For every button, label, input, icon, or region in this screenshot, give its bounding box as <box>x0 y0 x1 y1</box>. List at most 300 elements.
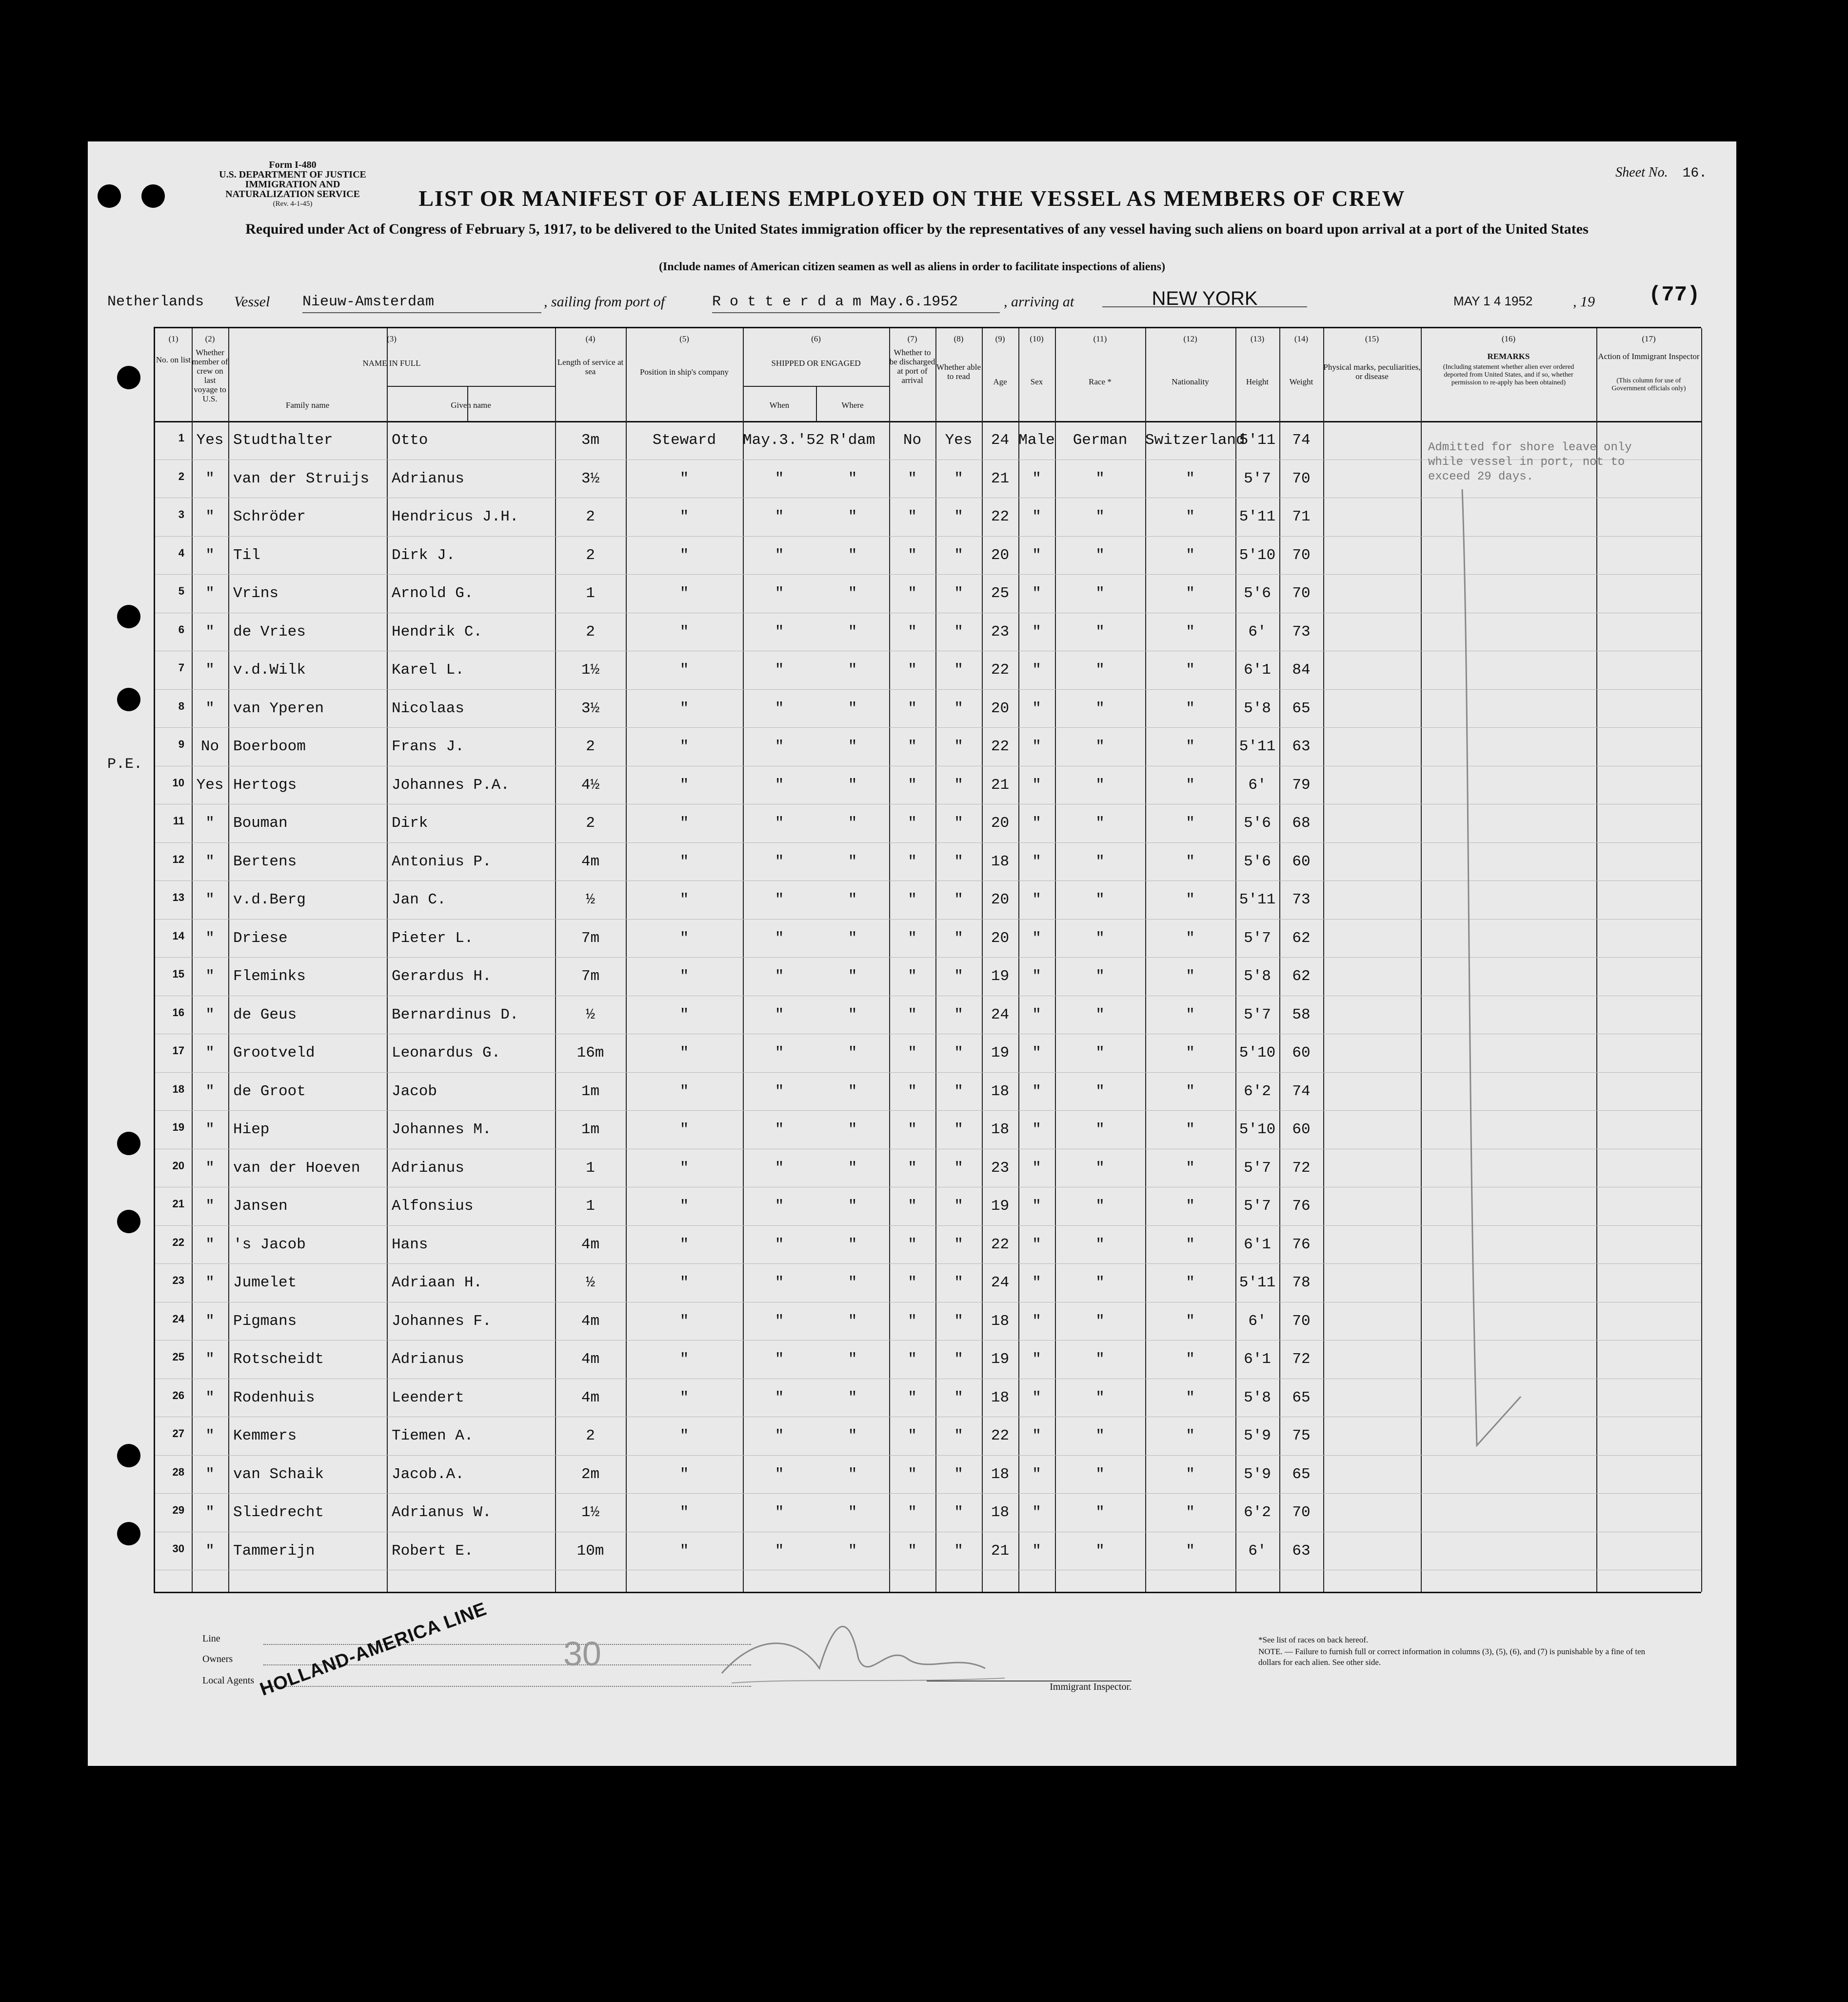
cell-discharge: " <box>908 1312 917 1330</box>
cell-age: 22 <box>991 661 1010 679</box>
departure-port: R o t t e r d a m May.6.1952 <box>712 294 1000 313</box>
race-note: *See list of races on back hereof. <box>1258 1635 1369 1644</box>
cell-sex: " <box>1032 1198 1041 1215</box>
cell-read: " <box>954 470 963 487</box>
form-number: Form I-480 <box>269 160 317 170</box>
cell-family: Studthalter <box>233 432 333 449</box>
cell-family: Rodenhuis <box>233 1389 315 1406</box>
cell-height: 6'1 <box>1244 1351 1271 1368</box>
vessel-label: Vessel <box>234 294 270 310</box>
cell-family: van der Struijs <box>233 470 370 487</box>
hdr-prev-voyage: Whether member of crew on last voyage to U.S. <box>192 348 228 403</box>
cell-prev: " <box>205 853 215 870</box>
hdr-sex: Sex <box>1030 377 1043 386</box>
cell-read: " <box>954 1312 963 1330</box>
cell-no: 8 <box>178 700 184 712</box>
cell-family: de Geus <box>233 1006 297 1023</box>
cell-nationality: " <box>1186 1351 1195 1368</box>
cell-weight: 75 <box>1292 1427 1311 1444</box>
cell-sex: " <box>1032 1236 1041 1253</box>
cell-nationality: " <box>1186 968 1195 985</box>
cell-no: 20 <box>172 1159 184 1172</box>
cell-when: " <box>775 1006 784 1023</box>
cell-given: Otto <box>392 432 428 449</box>
cell-given: Antonius P. <box>392 853 492 870</box>
cell-sex: " <box>1032 623 1041 641</box>
cell-race: " <box>1095 1389 1105 1406</box>
cell-weight: 71 <box>1292 508 1311 525</box>
cell-position: " <box>679 1504 689 1521</box>
cell-discharge: " <box>908 1542 917 1560</box>
cell-race: " <box>1095 1312 1105 1330</box>
cell-discharge: " <box>908 1006 917 1023</box>
cell-race: " <box>1095 1427 1105 1444</box>
cell-nationality: " <box>1186 1389 1195 1406</box>
hdr-given-name: Given name <box>451 400 491 410</box>
cell-sex: " <box>1032 1465 1041 1483</box>
cell-where: " <box>848 1274 857 1291</box>
hdr-family-name: Family name <box>285 400 330 410</box>
cell-weight: 73 <box>1292 891 1311 908</box>
hdr-num-14: (14) <box>1294 334 1309 343</box>
cell-race: " <box>1095 815 1105 832</box>
cell-weight: 84 <box>1292 661 1311 679</box>
cell-when: " <box>775 700 784 717</box>
cell-age: 18 <box>991 1504 1010 1521</box>
cell-height: 5'10 <box>1239 1121 1276 1138</box>
cell-weight: 70 <box>1292 585 1311 602</box>
cell-nationality: " <box>1186 1198 1195 1215</box>
cell-race: " <box>1095 1504 1105 1521</box>
cell-read: " <box>954 1198 963 1215</box>
cell-discharge: " <box>908 1236 917 1253</box>
cell-family: Schröder <box>233 508 306 525</box>
cell-no: 28 <box>172 1465 184 1478</box>
cell-age: 20 <box>991 815 1010 832</box>
cell-sex: " <box>1032 968 1041 985</box>
cell-height: 5'11 <box>1239 432 1276 449</box>
cell-family: Driese <box>233 929 288 947</box>
cell-given: Bernardinus D. <box>392 1006 519 1023</box>
cell-height: 5'6 <box>1244 815 1271 832</box>
cell-race: " <box>1095 1006 1105 1023</box>
cell-race: " <box>1095 1351 1105 1368</box>
hdr-num-9: (9) <box>995 334 1005 343</box>
cell-family: Tammerijn <box>233 1542 315 1560</box>
cell-nationality: " <box>1186 1465 1195 1483</box>
cell-position: " <box>679 1121 689 1138</box>
cell-nationality: " <box>1186 585 1195 602</box>
cell-where: " <box>848 1198 857 1215</box>
cell-age: 21 <box>991 470 1010 487</box>
cell-read: " <box>954 1427 963 1444</box>
inspector-label: Immigrant Inspector. <box>927 1681 1132 1693</box>
cell-where: " <box>848 1044 857 1061</box>
cell-height: 5'7 <box>1244 929 1271 947</box>
cell-given: Hans <box>392 1236 428 1253</box>
cell-prev: " <box>205 546 215 564</box>
hdr-num-1: (1) <box>168 334 179 343</box>
cell-when: " <box>775 1082 784 1100</box>
cell-sex: " <box>1032 1044 1041 1061</box>
cell-prev: " <box>205 623 215 641</box>
cell-no: 22 <box>172 1236 184 1248</box>
hdr-discharge: Whether to be discharged at port of arrival <box>889 348 935 385</box>
sheet-number <box>1615 165 1707 181</box>
cell-service: 2 <box>586 738 595 755</box>
cell-race: " <box>1095 968 1105 985</box>
cell-nationality: " <box>1186 1082 1195 1100</box>
cell-no: 23 <box>172 1274 184 1286</box>
row-rule <box>155 1493 1701 1494</box>
cell-discharge: " <box>908 470 917 487</box>
cell-nationality: " <box>1186 1044 1195 1061</box>
cell-position: " <box>679 661 689 679</box>
cell-position: " <box>679 891 689 908</box>
punch-hole <box>117 1210 140 1233</box>
cell-read: " <box>954 1504 963 1521</box>
cell-prev: " <box>205 1198 215 1215</box>
cell-nationality: " <box>1186 929 1195 947</box>
cell-discharge: No <box>903 432 922 449</box>
cell-no: 27 <box>172 1427 184 1440</box>
cell-service: 3½ <box>581 470 600 487</box>
cell-weight: 73 <box>1292 623 1311 641</box>
cell-read: " <box>954 929 963 947</box>
cell-sex: " <box>1032 776 1041 794</box>
cell-nationality: Switzerland <box>1145 432 1245 449</box>
cell-service: 4m <box>581 1351 600 1368</box>
hdr-num-6: (6) <box>811 334 821 343</box>
cell-when: May.3.'52 <box>743 432 825 449</box>
cell-given: Frans J. <box>392 738 464 755</box>
cell-family: van Schaik <box>233 1465 324 1483</box>
cell-given: Jacob <box>392 1082 437 1100</box>
cell-weight: 62 <box>1292 929 1311 947</box>
cell-service: 1½ <box>581 1504 600 1521</box>
cell-where: " <box>848 1465 857 1483</box>
cell-family: Hertogs <box>233 776 297 794</box>
cell-height: 6'1 <box>1244 661 1271 679</box>
cell-when: " <box>775 1427 784 1444</box>
cell-no: 6 <box>178 623 184 636</box>
cell-no: 4 <box>178 546 184 559</box>
hdr-height: Height <box>1246 377 1269 386</box>
cell-age: 20 <box>991 700 1010 717</box>
hdr-where: Where <box>841 400 864 410</box>
cell-discharge: " <box>908 1274 917 1291</box>
cell-no: 10 <box>172 776 184 789</box>
cell-nationality: " <box>1186 1542 1195 1560</box>
cell-service: 2 <box>586 1427 595 1444</box>
cell-given: Hendrik C. <box>392 623 483 641</box>
cell-given: Pieter L. <box>392 929 474 947</box>
cell-given: Karel L. <box>392 661 464 679</box>
cell-discharge: " <box>908 968 917 985</box>
cell-race: " <box>1095 1274 1105 1291</box>
cell-prev: " <box>205 1159 215 1177</box>
cell-sex: " <box>1032 853 1041 870</box>
cell-family: de Vries <box>233 623 306 641</box>
cell-weight: 60 <box>1292 1121 1311 1138</box>
cell-position: " <box>679 1389 689 1406</box>
cell-discharge: " <box>908 1504 917 1521</box>
cell-height: 5'8 <box>1244 1389 1271 1406</box>
cell-given: Nicolaas <box>392 700 464 717</box>
punch-hole <box>117 688 140 711</box>
cell-service: 1m <box>581 1121 600 1138</box>
cell-service: 10m <box>576 1542 604 1560</box>
cell-service: 4½ <box>581 776 600 794</box>
footer-line-label: Line <box>202 1633 220 1644</box>
cell-age: 22 <box>991 738 1010 755</box>
cell-given: Adrianus <box>392 1159 464 1177</box>
cell-given: Gerardus H. <box>392 968 492 985</box>
cell-family: Bouman <box>233 815 288 832</box>
cell-service: 4m <box>581 853 600 870</box>
cell-read: " <box>954 1006 963 1023</box>
cell-prev: " <box>205 1427 215 1444</box>
cell-service: 3m <box>581 432 600 449</box>
cell-weight: 68 <box>1292 815 1311 832</box>
cell-read: " <box>954 508 963 525</box>
cell-where: " <box>848 929 857 947</box>
hdr-num-3: (3) <box>387 334 397 343</box>
cell-where: " <box>848 853 857 870</box>
cell-position: " <box>679 1351 689 1368</box>
manifest-sheet <box>88 141 1736 1766</box>
hdr-num-8: (8) <box>954 334 964 343</box>
remarks-bracket-line <box>1423 489 1589 1455</box>
cell-weight: 65 <box>1292 1389 1311 1406</box>
cell-prev: No <box>200 738 219 755</box>
cell-no: 26 <box>172 1389 184 1401</box>
cell-no: 3 <box>178 508 184 521</box>
cell-read: " <box>954 776 963 794</box>
cell-age: 21 <box>991 1542 1010 1560</box>
cell-prev: " <box>205 1351 215 1368</box>
punch-hole <box>117 1444 140 1467</box>
cell-age: 18 <box>991 1465 1010 1483</box>
cell-service: ½ <box>586 891 595 908</box>
cell-where: " <box>848 1121 857 1138</box>
cell-discharge: " <box>908 738 917 755</box>
cell-nationality: " <box>1186 776 1195 794</box>
cell-race: " <box>1095 623 1105 641</box>
cell-where: " <box>848 1427 857 1444</box>
hdr-num-16: (16) <box>1501 334 1516 343</box>
hdr-physical: Physical marks, peculiarities, or disease <box>1323 362 1421 381</box>
cell-no: 24 <box>172 1312 184 1325</box>
cell-prev: " <box>205 1312 215 1330</box>
cell-prev: " <box>205 585 215 602</box>
cell-race: " <box>1095 776 1105 794</box>
cell-age: 24 <box>991 1274 1010 1291</box>
cell-sex: Male <box>1018 432 1055 449</box>
cell-race: " <box>1095 470 1105 487</box>
cell-prev: Yes <box>196 776 224 794</box>
cell-height: 5'11 <box>1239 891 1276 908</box>
cell-prev: " <box>205 508 215 525</box>
cell-where: " <box>848 1389 857 1406</box>
cell-sex: " <box>1032 585 1041 602</box>
cell-given: Johannes P.A. <box>392 776 510 794</box>
cell-position: " <box>679 1427 689 1444</box>
cell-height: 5'9 <box>1244 1427 1271 1444</box>
cell-family: Kemmers <box>233 1427 297 1444</box>
cell-nationality: " <box>1186 700 1195 717</box>
year-label: , 19 <box>1573 294 1595 310</box>
cell-sex: " <box>1032 1312 1041 1330</box>
cell-height: 6' <box>1248 623 1267 641</box>
cell-given: Robert E. <box>392 1542 474 1560</box>
cell-read: " <box>954 738 963 755</box>
cell-position: " <box>679 776 689 794</box>
hdr-num-13: (13) <box>1250 334 1265 343</box>
cell-family: Bertens <box>233 853 297 870</box>
cell-age: 21 <box>991 776 1010 794</box>
cell-race: " <box>1095 700 1105 717</box>
cell-read: " <box>954 1351 963 1368</box>
cell-given: Dirk J. <box>392 546 456 564</box>
cell-race: " <box>1095 1159 1105 1177</box>
cell-race: " <box>1095 661 1105 679</box>
cell-age: 22 <box>991 1236 1010 1253</box>
cell-position: " <box>679 585 689 602</box>
cell-weight: 65 <box>1292 700 1311 717</box>
cell-read: " <box>954 891 963 908</box>
cell-race: " <box>1095 929 1105 947</box>
cell-age: 19 <box>991 968 1010 985</box>
cell-family: Sliedrecht <box>233 1504 324 1521</box>
cell-nationality: " <box>1186 623 1195 641</box>
cell-service: 1½ <box>581 661 600 679</box>
arrival-port: NEW YORK <box>1102 288 1307 307</box>
cell-height: 6' <box>1248 1542 1267 1560</box>
remarks-note: Admitted for shore leave only while vessel in port, not to exceed 29 days. <box>1428 441 1632 483</box>
cell-when: " <box>775 470 784 487</box>
cell-weight: 58 <box>1292 1006 1311 1023</box>
cell-family: Fleminks <box>233 968 306 985</box>
cell-height: 5'11 <box>1239 1274 1276 1291</box>
hdr-weight: Weight <box>1289 377 1313 386</box>
cell-when: " <box>775 853 784 870</box>
cell-position: " <box>679 1159 689 1177</box>
cell-no: 15 <box>172 968 184 980</box>
cell-service: 1 <box>586 1198 595 1215</box>
cell-race: " <box>1095 1236 1105 1253</box>
cell-sex: " <box>1032 1274 1041 1291</box>
cell-prev: " <box>205 1389 215 1406</box>
cell-nationality: " <box>1186 1274 1195 1291</box>
cell-height: 5'8 <box>1244 700 1271 717</box>
cell-nationality: " <box>1186 1312 1195 1330</box>
cell-when: " <box>775 546 784 564</box>
cell-discharge: " <box>908 700 917 717</box>
cell-sex: " <box>1032 1159 1041 1177</box>
cell-position: " <box>679 546 689 564</box>
vessel-name: Nieuw-Amsterdam <box>302 294 541 313</box>
cell-where: " <box>848 968 857 985</box>
hdr-remarks-sub: (Including statement whether alien ever ordered deported from United States, and if so, whether permission to re-apply has been obtained) <box>1443 363 1574 386</box>
cell-service: 2 <box>586 508 595 525</box>
cell-position: Steward <box>652 432 716 449</box>
cell-no: 13 <box>172 891 184 903</box>
cell-age: 18 <box>991 1082 1010 1100</box>
punch-hole <box>117 366 140 389</box>
cell-family: Jumelet <box>233 1274 297 1291</box>
cell-where: " <box>848 546 857 564</box>
cell-race: " <box>1095 1082 1105 1100</box>
cell-read: " <box>954 1082 963 1100</box>
cell-weight: 63 <box>1292 738 1311 755</box>
cell-weight: 60 <box>1292 853 1311 870</box>
cell-family: v.d.Wilk <box>233 661 306 679</box>
cell-family: Grootveld <box>233 1044 315 1061</box>
cell-read: " <box>954 585 963 602</box>
punch-hole <box>117 605 140 628</box>
hdr-race: Race * <box>1089 377 1112 386</box>
hdr-read: Whether able to read <box>936 362 981 381</box>
cell-family: 's Jacob <box>233 1236 306 1253</box>
cell-no: 29 <box>172 1504 184 1516</box>
cell-discharge: " <box>908 853 917 870</box>
cell-service: 4m <box>581 1312 600 1330</box>
cell-nationality: " <box>1186 891 1195 908</box>
cell-age: 22 <box>991 1427 1010 1444</box>
cell-where: " <box>848 700 857 717</box>
cell-race: " <box>1095 738 1105 755</box>
form-service: IMMIGRATION AND NATURALIZATION SERVICE <box>225 179 360 200</box>
cell-given: Leonardus G. <box>392 1044 501 1061</box>
cell-sex: " <box>1032 1542 1041 1560</box>
hdr-num-11: (11) <box>1093 334 1107 343</box>
cell-nationality: " <box>1186 508 1195 525</box>
cell-where: " <box>848 661 857 679</box>
cell-sex: " <box>1032 546 1041 564</box>
cell-read: " <box>954 968 963 985</box>
cell-prev: " <box>205 661 215 679</box>
cell-no: 7 <box>178 661 184 674</box>
cell-prev: " <box>205 1274 215 1291</box>
sheet-value: 16. <box>1682 166 1707 181</box>
cell-where: " <box>848 585 857 602</box>
cell-given: Johannes F. <box>392 1312 492 1330</box>
cell-read: " <box>954 853 963 870</box>
hdr-inspector-action: Action of Immigrant Inspector <box>1598 352 1700 361</box>
cell-service: 1 <box>586 585 595 602</box>
cell-height: 6' <box>1248 1312 1267 1330</box>
cell-sex: " <box>1032 1121 1041 1138</box>
cell-service: 2 <box>586 815 595 832</box>
cell-age: 18 <box>991 853 1010 870</box>
cell-when: " <box>775 1044 784 1061</box>
cell-position: " <box>679 700 689 717</box>
cell-when: " <box>775 1389 784 1406</box>
cell-when: " <box>775 623 784 641</box>
cell-no: 12 <box>172 853 184 865</box>
cell-read: Yes <box>945 432 973 449</box>
cell-position: " <box>679 1312 689 1330</box>
cell-weight: 63 <box>1292 1542 1311 1560</box>
cell-age: 20 <box>991 546 1010 564</box>
cell-family: de Groot <box>233 1082 306 1100</box>
cell-height: 5'10 <box>1239 546 1276 564</box>
hdr-inspector-sub: (This column for use of Government officials only) <box>1611 377 1686 392</box>
cell-age: 20 <box>991 891 1010 908</box>
cell-given: Arnold G. <box>392 585 474 602</box>
cell-no: 30 <box>172 1542 184 1555</box>
